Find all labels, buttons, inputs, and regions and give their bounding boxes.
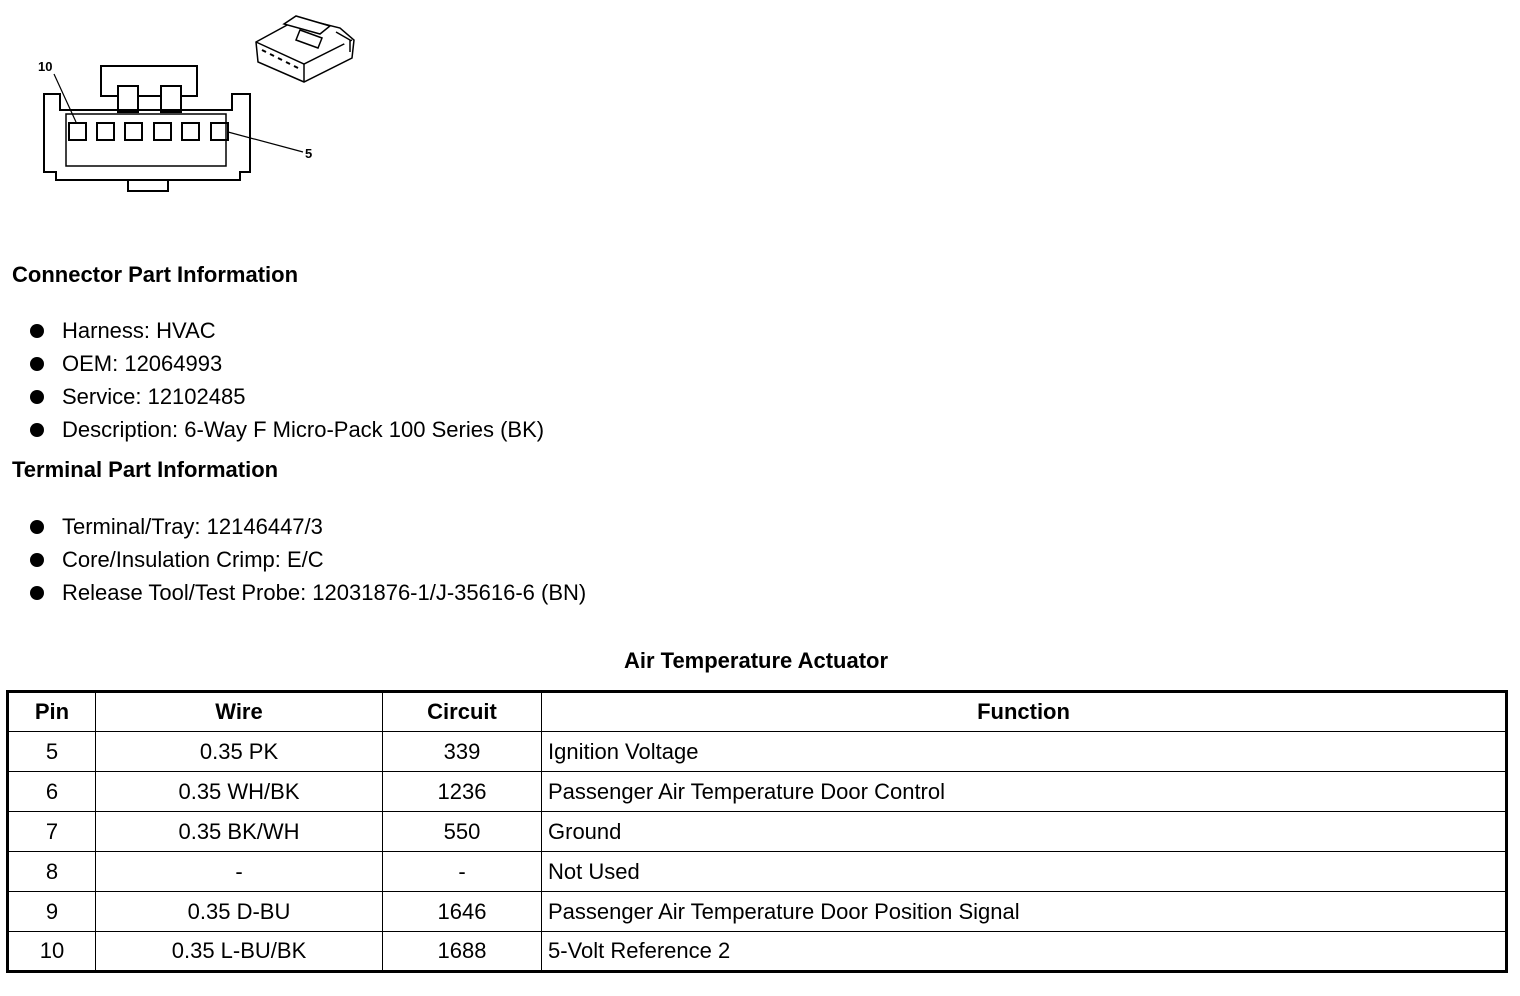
table-row [8,772,1507,812]
bullet-icon [30,390,44,404]
cell-function: Ground [542,812,1507,852]
cell-wire: 0.35 BK/WH [96,812,383,852]
terminal-info-title: Terminal Part Information [12,457,279,482]
terminal-info-list [30,510,586,609]
table-row [8,852,1507,892]
connector-isometric-icon [256,16,354,82]
cavity-10 [69,123,86,140]
cell-function: Ignition Voltage [542,732,1507,772]
list-item: Service: 12102485 [30,380,544,413]
cell-wire: 0.35 PK [96,732,383,772]
connector-info-list [30,314,544,446]
list-item: Harness: HVAC [30,314,544,347]
cavity-8 [125,123,142,140]
bullet-icon [30,553,44,567]
cavity-6 [182,123,199,140]
cell-circuit: 1688 [383,932,542,972]
cell-wire: 0.35 D-BU [96,892,383,932]
cell-circuit: 550 [383,812,542,852]
cavity-7 [154,123,171,140]
table-row [8,732,1507,772]
cell-wire: 0.35 L-BU/BK [96,932,383,972]
header-wire: Wire [96,692,383,732]
cell-wire: - [96,852,383,892]
bullet-icon [30,324,44,338]
bullet-icon [30,357,44,371]
connector-info-title: Connector Part Information [12,262,299,287]
connector-diagram [0,0,400,220]
header-circuit: Circuit [383,692,542,732]
cell-circuit: - [383,852,542,892]
connector-cavities [69,123,228,140]
table-header-row [8,692,1507,732]
latch-tab-right [161,86,181,112]
header-pin: Pin [8,692,96,732]
cell-pin: 10 [8,932,96,972]
connector-inner-frame [66,114,226,166]
cell-pin: 8 [8,852,96,892]
cell-circuit: 1236 [383,772,542,812]
leader-line-10 [54,74,76,122]
pin-table [6,690,1508,973]
connector-latch [101,66,197,96]
cell-pin: 5 [8,732,96,772]
connector-key [128,180,168,191]
table-row [8,892,1507,932]
bullet-icon [30,586,44,600]
leader-line-5 [228,132,303,152]
table-title: Air Temperature Actuator [623,648,889,673]
cell-function: Passenger Air Temperature Door Control [542,772,1507,812]
cell-pin: 7 [8,812,96,852]
header-function: Function [542,692,1507,732]
list-item: Terminal/Tray: 12146447/3 [30,510,586,543]
connector-body-outline [44,94,250,180]
cell-wire: 0.35 WH/BK [96,772,383,812]
pin-label-10: 10 [38,59,53,74]
list-item: OEM: 12064993 [30,347,544,380]
pin-label-5: 5 [305,146,313,161]
latch-tab-left [118,86,138,112]
bullet-icon [30,520,44,534]
cavity-9 [97,123,114,140]
bullet-icon [30,423,44,437]
table-row [8,932,1507,972]
cell-pin: 6 [8,772,96,812]
list-item: Core/Insulation Crimp: E/C [30,543,586,576]
cell-circuit: 339 [383,732,542,772]
list-item: Release Tool/Test Probe: 12031876-1/J-35616-6 (BN) [30,576,586,609]
table-row [8,812,1507,852]
cell-pin: 9 [8,892,96,932]
list-item: Description: 6-Way F Micro-Pack 100 Series (BK) [30,413,544,446]
cell-function: Not Used [542,852,1507,892]
cell-function: 5-Volt Reference 2 [542,932,1507,972]
cell-function: Passenger Air Temperature Door Position Signal [542,892,1507,932]
cell-circuit: 1646 [383,892,542,932]
